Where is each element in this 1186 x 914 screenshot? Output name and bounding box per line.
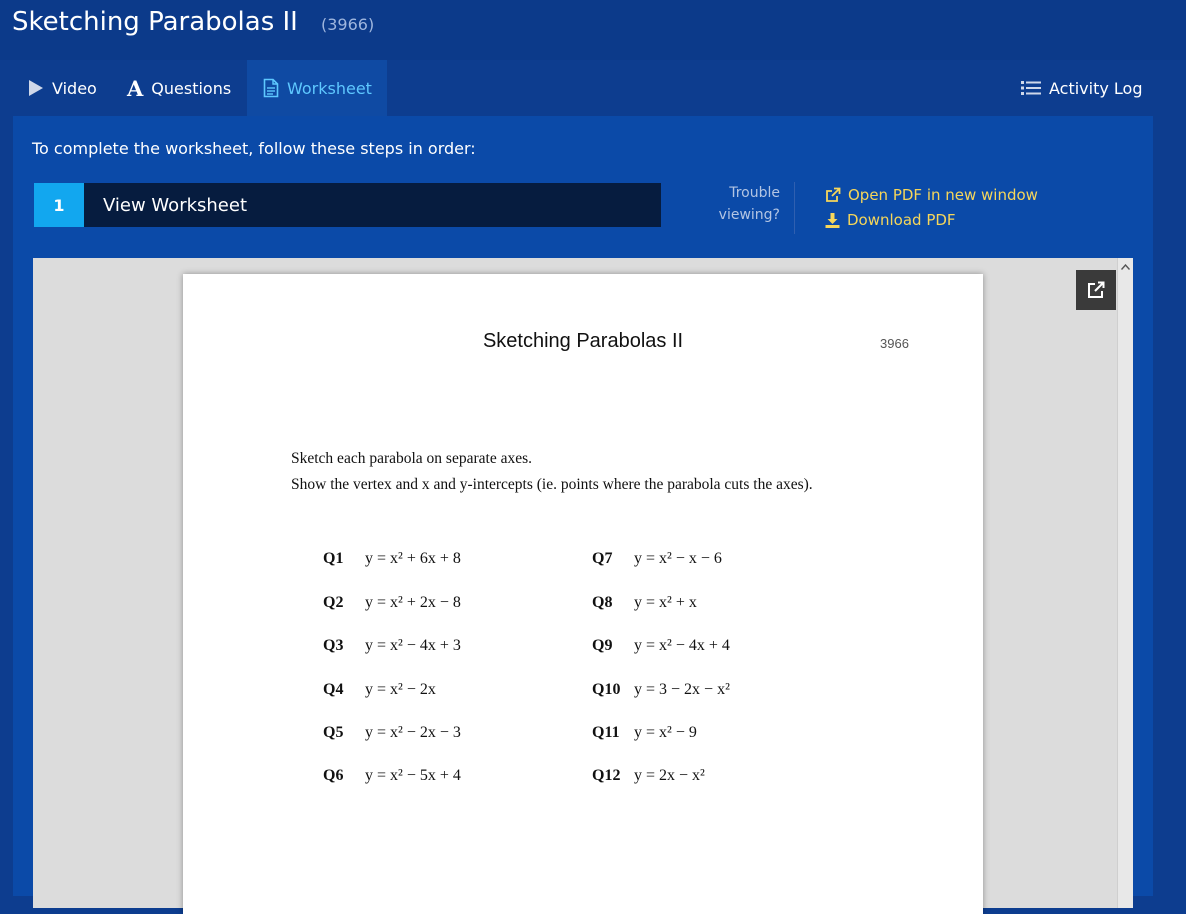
letter-a-icon: A: [127, 75, 144, 101]
question-label: Q9: [592, 637, 613, 654]
page-title: Sketching Parabolas II: [12, 7, 298, 37]
question-equation: y = x² − 2x − 3: [365, 724, 461, 741]
tab-questions[interactable]: [127, 60, 231, 116]
trouble-viewing-text: [703, 182, 780, 226]
question-label: Q12: [592, 767, 621, 784]
viewer-scrollbar[interactable]: [1117, 258, 1133, 908]
tab-worksheet[interactable]: [247, 60, 387, 116]
open-pdf-link[interactable]: [825, 184, 1038, 206]
worksheet-title: Sketching Parabolas II: [482, 330, 684, 352]
question-equation: y = x² − 9: [634, 724, 697, 741]
trouble-line-1: Trouble: [729, 185, 780, 201]
list-icon: [1021, 80, 1041, 96]
download-pdf-link[interactable]: [825, 209, 956, 231]
question-label: Q6: [323, 767, 344, 784]
document-icon: [263, 78, 279, 98]
question-equation: y = 3 − 2x − x²: [634, 681, 730, 698]
tab-questions-label: Questions: [151, 78, 232, 98]
worksheet-instruction-1: Sketch each parabola on separate axes.: [291, 450, 532, 467]
open-pdf-label: Open PDF in new window: [848, 186, 1038, 204]
step-bar[interactable]: [34, 183, 661, 227]
worksheet-page: [183, 274, 983, 914]
question-label: Q5: [323, 724, 344, 741]
tab-activity-log-label: Activity Log: [1049, 78, 1143, 98]
question-label: Q4: [323, 681, 344, 698]
popout-button[interactable]: [1076, 270, 1116, 310]
instruction-text: To complete the worksheet, follow these steps in order:: [32, 139, 476, 158]
download-icon: [825, 213, 840, 228]
question-label: Q10: [592, 681, 621, 698]
worksheet-panel: [13, 116, 1153, 896]
question-equation: y = x² + 6x + 8: [365, 550, 461, 567]
question-label: Q2: [323, 594, 344, 611]
question-equation: y = x² + 2x − 8: [365, 594, 461, 611]
step-number: 1: [34, 183, 84, 227]
question-equation: y = x² − 4x + 4: [634, 637, 730, 654]
popout-icon: [1086, 280, 1106, 300]
page-id-label: (3966): [321, 15, 375, 34]
question-label: Q1: [323, 550, 344, 567]
question-label: Q7: [592, 550, 613, 567]
question-equation: y = x² + x: [634, 594, 697, 611]
question-equation: y = x² − 5x + 4: [365, 767, 461, 784]
download-pdf-label: Download PDF: [847, 211, 956, 229]
tab-video[interactable]: [28, 60, 97, 116]
question-label: Q3: [323, 637, 344, 654]
tab-worksheet-label: Worksheet: [287, 78, 372, 98]
tab-activity-log[interactable]: [1021, 60, 1143, 116]
question-equation: y = 2x − x²: [634, 767, 705, 784]
pdf-viewer[interactable]: [33, 258, 1133, 908]
step-label: View Worksheet: [103, 194, 248, 216]
play-icon: [28, 79, 44, 97]
worksheet-code: 3966: [880, 336, 909, 351]
worksheet-instruction-2: Show the vertex and x and y-intercepts (ie. points where the parabola cuts the axes).: [291, 476, 813, 493]
question-label: Q8: [592, 594, 613, 611]
trouble-line-2: viewing?: [718, 207, 780, 223]
scroll-up-arrow-icon[interactable]: [1118, 260, 1133, 274]
question-equation: y = x² − 2x: [365, 681, 436, 698]
external-link-icon: [825, 187, 841, 203]
divider: [794, 182, 795, 234]
question-equation: y = x² − x − 6: [634, 550, 722, 567]
question-label: Q11: [592, 724, 620, 741]
tab-video-label: Video: [52, 78, 97, 98]
question-equation: y = x² − 4x + 3: [365, 637, 461, 654]
tab-bar: [0, 60, 1186, 116]
header: [0, 0, 1186, 60]
